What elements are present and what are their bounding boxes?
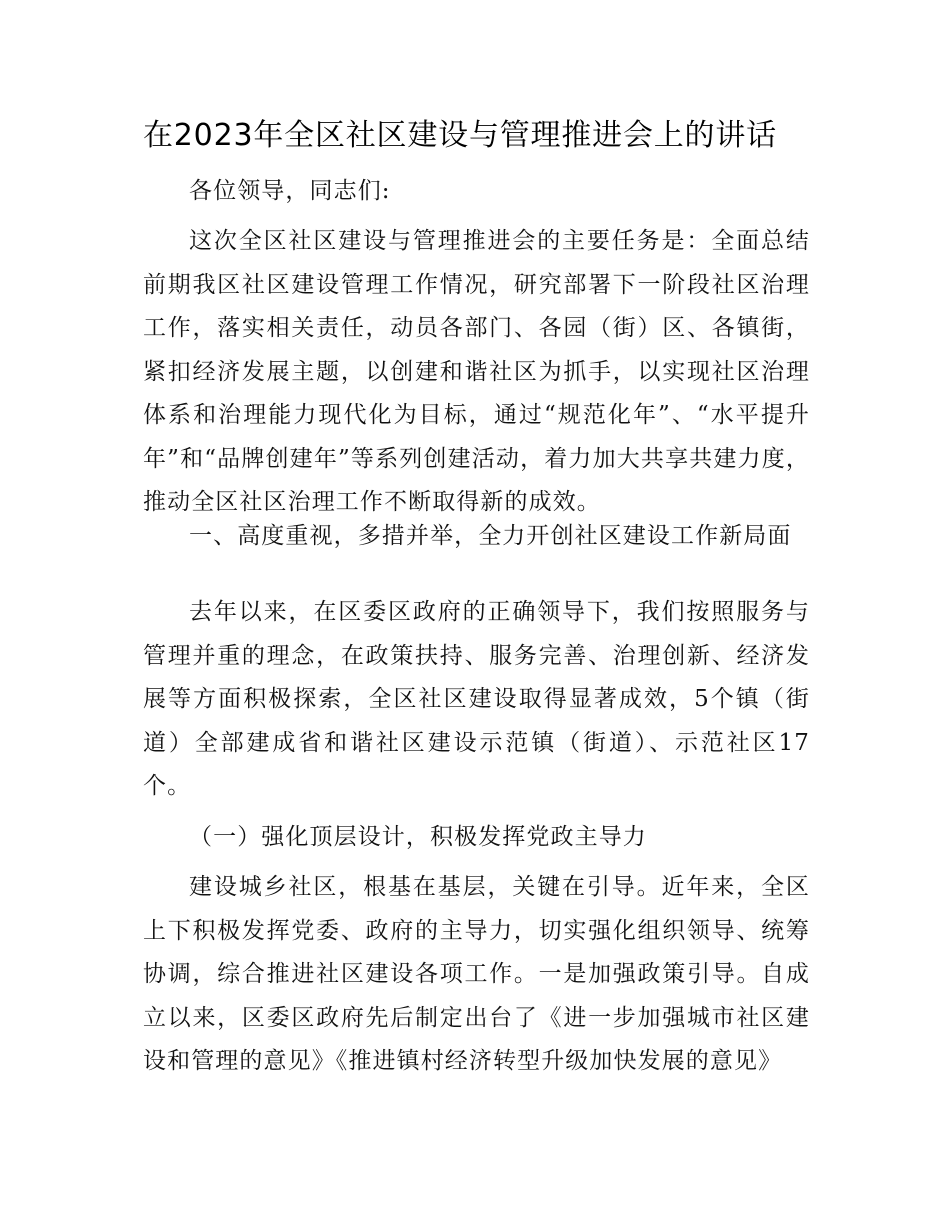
document-title: 在2023年全区社区建设与管理推进会上的讲话 [143, 118, 777, 153]
section-heading-1: 一、高度重视，多措并举，全力开创社区建设工作新局面 [189, 523, 792, 549]
greeting-paragraph: 各位领导，同志们: [189, 178, 391, 204]
intro-paragraph: 这次全区社区建设与管理推进会的主要任务是：全面总结前期我区社区建设管理工作情况，研究部署下一阶段社区治理工作，落实相关责任，动员各部门、各园（街）区、各镇街，紧扣经济发展主题，以创建和谐社区为抓手，以实现社区治理体系和治理能力现代化为目标，通过“规范化年”、“水平提升年”和“品牌创建年”等系列创建活动，着力加大共享共建力度，推动全区社区治理工作不断取得新的成效。 [143, 228, 810, 515]
subsection-heading-1: （一）强化顶层设计，积极发挥党政主导力 [189, 824, 647, 850]
review-paragraph: 去年以来，在区委区政府的正确领导下，我们按照服务与管理并重的理念，在政策扶持、服务完善、治理创新、经济发展等方面积极探索，全区社区建设取得显著成效，5个镇（街道）全部建成省和谐社区建设示范镇（街道）、示范社区17个。 [143, 599, 810, 799]
lead-paragraph: 建设城乡社区，根基在基层，关键在引导。近年来，全区上下积极发挥党委、政府的主导力，切实强化组织领导、统筹协调，综合推进社区建设各项工作。一是加强政策引导。自成立以来，区委区政府先后制定出台了《进一步加强城市社区建设和管理的意见》《推进镇村经济转型升级加快发展的意见》 [143, 874, 810, 1074]
